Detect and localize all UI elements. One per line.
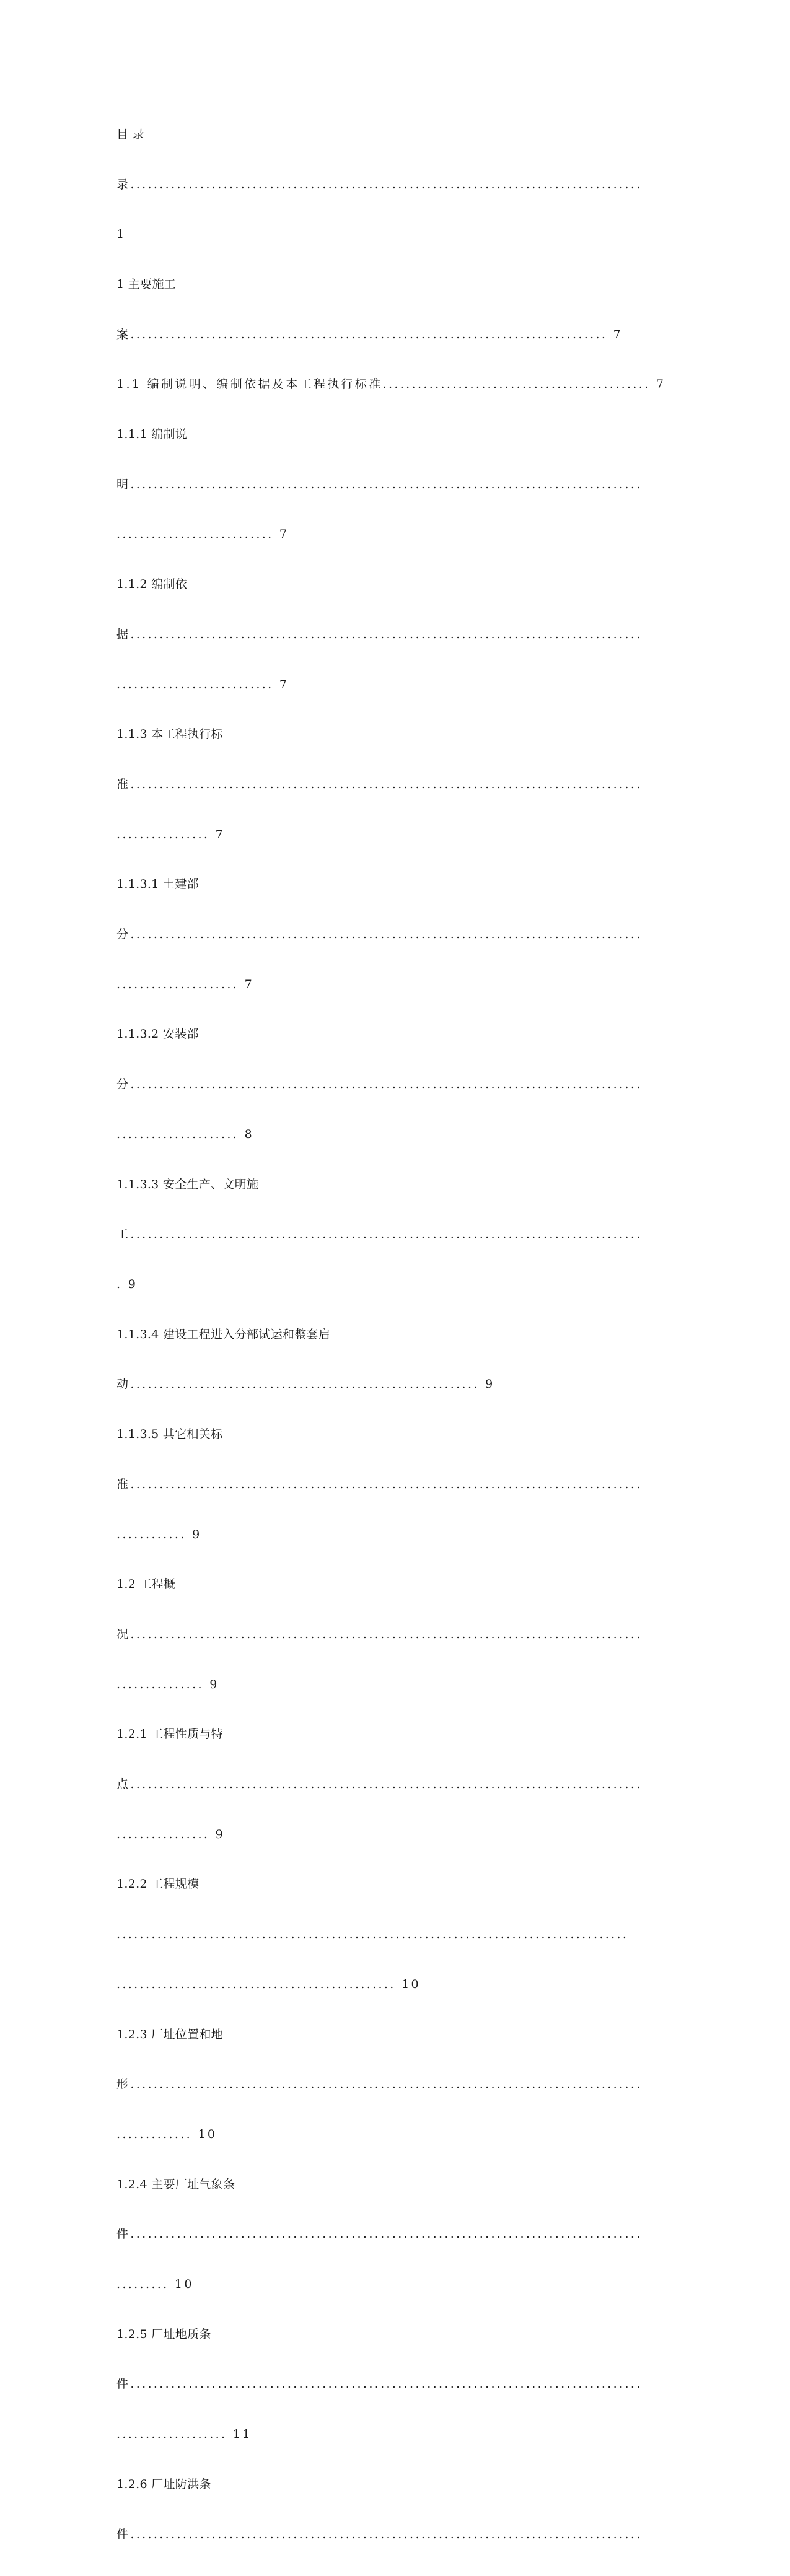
toc-line: 1.2.4 主要厂址气象条 (116, 2177, 235, 2191)
toc-line: 点........................................................................................ (116, 1777, 643, 1792)
toc-line: 件........................................................................................ (116, 2377, 643, 2391)
toc-line: 1.1.1 编制说 (116, 427, 188, 442)
toc-line: ............. 10 (116, 2127, 217, 2141)
toc-line: . 9 (116, 1277, 138, 1291)
toc-line: 1.2.2 工程规模 (116, 1877, 200, 1891)
toc-line: ........................... 7 (116, 527, 289, 541)
toc-line: 1.1.3.5 其它相关标 (116, 1427, 223, 1442)
toc-line: 1.1.3.1 土建部 (116, 877, 199, 892)
toc-line: 分........................................................................................ (116, 1077, 643, 1092)
toc-line: 1.1 编制说明、编制依据及本工程执行标准.............................................. 7 (116, 377, 666, 392)
toc-line: 1.2.3 厂址位置和地 (116, 2027, 223, 2041)
toc-line: 1.1.3.4 建设工程进入分部试运和整套启 (116, 1327, 331, 1341)
toc-line: 1.1.3.3 安全生产、文明施 (116, 1177, 259, 1191)
toc-line: 形........................................................................................ (116, 2077, 643, 2092)
toc-line: 1.2.5 厂址地质条 (116, 2327, 211, 2341)
toc-line: ........................... 7 (116, 677, 289, 691)
toc-line: 分........................................................................................ (116, 927, 643, 942)
table-of-contents (116, 93, 674, 2576)
toc-line: 1 主要施工 (116, 277, 176, 291)
toc-heading: 目 录 (116, 127, 144, 141)
toc-line: 明........................................................................................ (116, 477, 643, 491)
toc-line: ................ 7 (116, 827, 226, 841)
toc-line: 1.2 工程概 (116, 1577, 176, 1592)
toc-line: 录........................................................................................ (116, 177, 643, 191)
toc-line: 1.2.6 厂址防洪条 (116, 2477, 211, 2491)
toc-line: ................ 9 (116, 1827, 226, 1841)
toc-line: ............... 9 (116, 1677, 219, 1691)
toc-line: ..................... 8 (116, 1127, 255, 1141)
toc-line: 动............................................................ 9 (116, 1377, 495, 1391)
toc-line: 1 (116, 227, 125, 242)
toc-line: 准........................................................................................ (116, 777, 643, 791)
toc-line: 1.2.1 工程性质与特 (116, 1727, 223, 1741)
toc-line: 件........................................................................................ (116, 2227, 643, 2241)
toc-line: ................... 11 (116, 2427, 252, 2442)
toc-line: 件........................................................................................ (116, 2527, 643, 2541)
toc-line: 1.1.3 本工程执行标 (116, 727, 223, 742)
toc-line: 准........................................................................................ (116, 1477, 643, 1491)
toc-line: 案.................................................................................. 7 (116, 327, 623, 341)
toc-line: 据........................................................................................ (116, 627, 643, 641)
toc-line: ................................................ 10 (116, 1977, 421, 1991)
toc-line: 1.1.3.2 安装部 (116, 1027, 199, 1041)
toc-line: ........................................................................................ (116, 1927, 629, 1942)
toc-line: 1.1.2 编制依 (116, 577, 188, 592)
toc-line: ..................... 7 (116, 977, 255, 991)
toc-line: 工........................................................................................ (116, 1227, 643, 1242)
toc-line: 况........................................................................................ (116, 1627, 643, 1641)
toc-line: ............ 9 (116, 1527, 202, 1541)
toc-line: ......... 10 (116, 2277, 194, 2292)
